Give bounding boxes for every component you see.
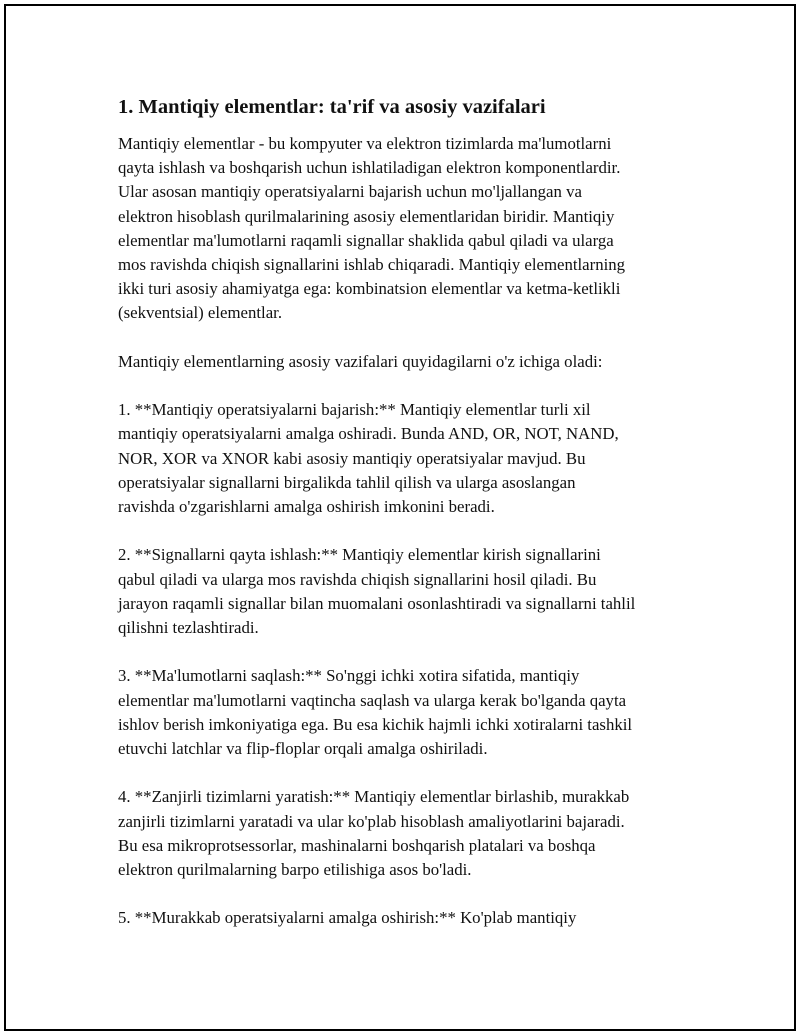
list-item-1 <box>118 398 708 519</box>
text-line: 3. **Ma'lumotlarni saqlash:** So'nggi ichki xotira sifatida, mantiqiy <box>118 666 580 686</box>
text-line: Mantiqiy elementlar - bu kompyuter va elektron tizimlarda ma'lumotlarni <box>118 134 612 153</box>
text-line: zanjirli tizimlarni yaratadi va ular ko'plab hisoblash amaliyotlarini bajaradi. <box>118 811 625 831</box>
paragraph-definition <box>118 132 708 326</box>
text-line: Bu esa mikroprotsessorlar, mashinalarni boshqarish platalari va boshqa <box>118 835 596 855</box>
text-line: ikki turi asosiy ahamiyatga ega: kombinatsion elementlar va ketma-ketlikli <box>118 279 621 299</box>
text-line: elektron qurilmalarning barpo etilishiga asos bo'ladi. <box>118 860 472 880</box>
list-item-5 <box>118 906 708 930</box>
section-heading: 1. Mantiqiy elementlar: ta'rif va asosiy vazifalari <box>118 96 546 118</box>
text-line: qabul qiladi va ularga mos ravishda chiqish signallarini hosil qiladi. Bu <box>118 569 597 589</box>
text-line: 4. **Zanjirli tizimlarni yaratish:** Mantiqiy elementlar birlashib, murakkab <box>118 787 630 807</box>
text-line: Mantiqiy elementlarning asosiy vazifalari quyidagilarni o'z ichiga oladi: <box>118 351 603 371</box>
list-item-2 <box>118 543 708 640</box>
list-item-3 <box>118 664 708 761</box>
text-line: elementlar ma'lumotlarni raqamli signallar shaklida qabul qiladi va ularga <box>118 230 614 250</box>
text-line: mos ravishda chiqish signallarini ishlab chiqaradi. Mantiqiy elementlarning <box>118 255 626 275</box>
text-line: jarayon raqamli signallar bilan muomalani osonlashtiradi va signallarni tahlil <box>118 593 636 613</box>
text-line: NOR, XOR va XNOR kabi asosiy mantiqiy operatsiyalar mavjud. Bu <box>118 448 586 468</box>
text-line: 1. **Mantiqiy operatsiyalarni bajarish:** Mantiqiy elementlar turli xil <box>118 400 591 420</box>
text-line: qilishni tezlashtiradi. <box>118 618 259 638</box>
text-line: 2. **Signallarni qayta ishlash:** Mantiqiy elementlar kirish signallarini <box>118 545 601 565</box>
text-line: ishlov berish imkoniyatiga ega. Bu esa kichik hajmli ichki xotiralarni tashkil <box>118 714 633 734</box>
text-line: elementlar ma'lumotlarni vaqtincha saqlash va ularga kerak bo'lganda qayta <box>118 690 627 710</box>
text-line: operatsiyalar signallarni birgalikda tahlil qilish va ularga asoslangan <box>118 472 576 492</box>
document-body <box>118 94 708 955</box>
text-line: etuvchi latchlar va flip-floplar orqali amalga oshiriladi. <box>118 739 488 759</box>
paragraph-intro-list <box>118 350 708 374</box>
text-line: (sekventsial) elementlar. <box>118 303 283 323</box>
text-line: elektron hisoblash qurilmalarining asosiy elementlaridan biridir. Mantiqiy <box>118 206 615 226</box>
text-line: Ular asosan mantiqiy operatsiyalarni bajarish uchun mo'ljallangan va <box>118 182 582 202</box>
list-item-4 <box>118 785 708 882</box>
text-line: ravishda o'zgarishlarni amalga oshirish imkonini beradi. <box>118 497 495 517</box>
text-line: 5. **Murakkab operatsiyalarni amalga oshirish:** Ko'plab mantiqiy <box>118 908 577 928</box>
text-line: qayta ishlash va boshqarish uchun ishlatiladigan elektron komponentlardir. <box>118 158 621 178</box>
text-line: mantiqiy operatsiyalarni amalga oshiradi. Bunda AND, OR, NOT, NAND, <box>118 424 619 444</box>
